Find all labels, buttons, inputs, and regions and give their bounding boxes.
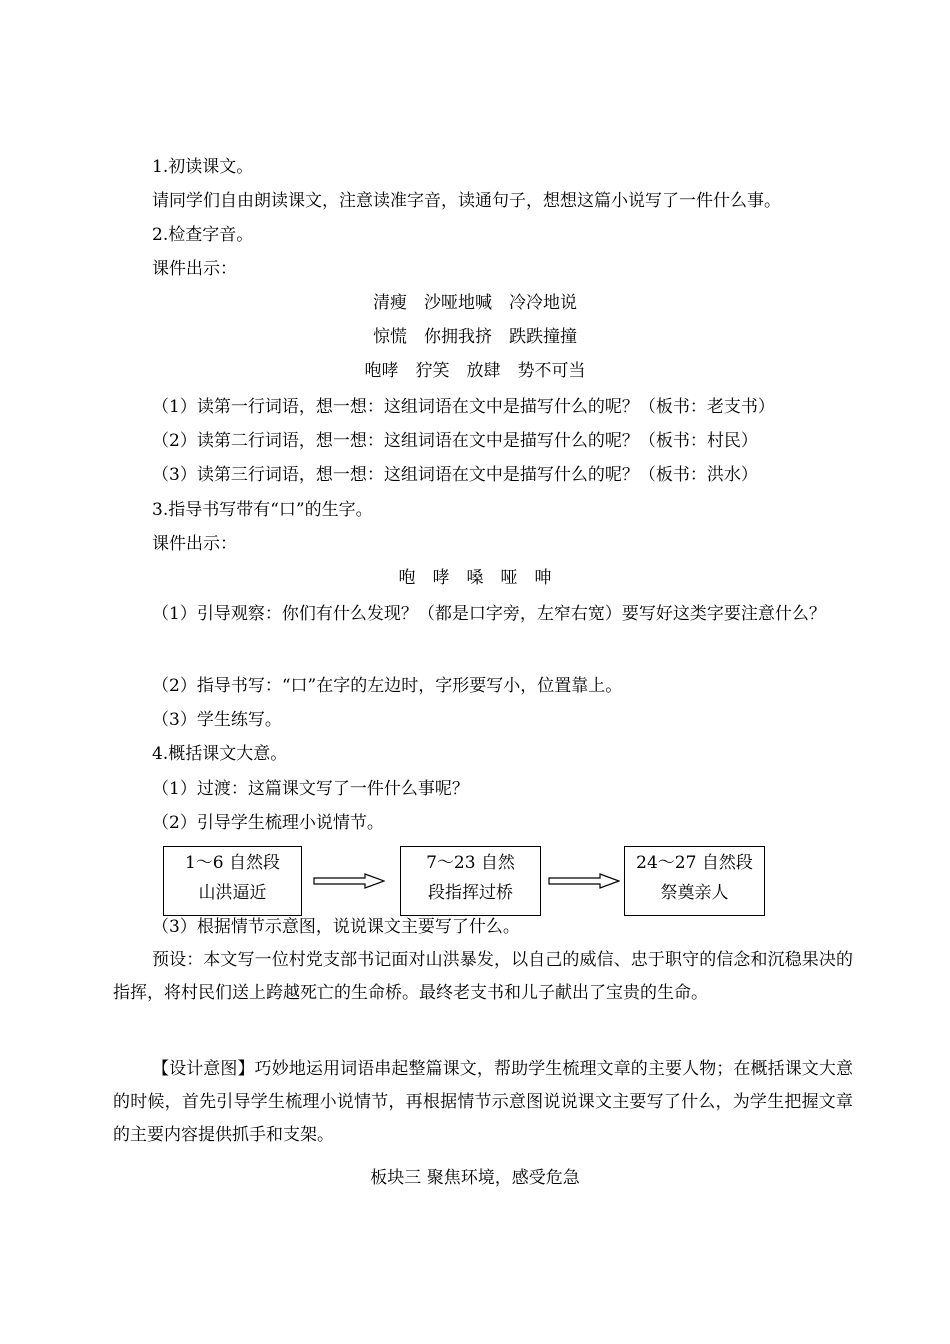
plot-box	[163, 846, 302, 916]
word-question: （2）读第二行词语，想一想：这组词语在文中是描写什么的呢？（板书：村民）	[152, 431, 758, 451]
summary-step-1: （1）过渡：这篇课文写了一件什么事呢？	[152, 779, 469, 799]
step1-instruction: 请同学们自由朗读课文，注意读准字音，读通句子，想想这篇小说写了一件什么事。	[152, 191, 781, 211]
word-row: 惊慌 你拥我挤 跌跌撞撞	[373, 327, 577, 347]
courseware-label: 课件出示：	[152, 534, 237, 554]
characters-row: 咆 哮 嗓 哑 呻	[398, 568, 552, 588]
plot-box-event: 祭奠亲人	[660, 883, 729, 903]
summary-step-3: （3）根据情节示意图，说说课文主要写了什么。	[152, 917, 520, 937]
plot-box-range: 1～6 自然段	[184, 853, 281, 873]
plot-box-event: 山洪逼近	[198, 883, 267, 903]
writing-guidance-3: （3）学生练写。	[152, 710, 282, 730]
step1-heading: 1.初读课文。	[152, 157, 254, 177]
plot-box-event: 段指挥过桥	[428, 883, 513, 903]
arrow-right-icon	[313, 873, 385, 889]
design-intent-paragraph: 【设计意图】巧妙地运用词语串起整篇课文，帮助学生梳理文章的主要人物；在概括课文大意的时候，首先引导学生梳理小说情节，再根据情节示意图说说课文主要写了什么，为学生把握文章的主要内容提供抓手和支架。	[113, 1059, 853, 1145]
plot-box	[400, 846, 541, 916]
courseware-label: 课件出示：	[152, 259, 237, 279]
writing-guidance-1: （1）引导观察：你们有什么发现？（都是口字旁，左窄右宽）要写好这类字要注意什么？	[152, 604, 826, 624]
plot-box-range: 24～27 自然段	[636, 853, 753, 873]
word-question: （3）读第三行词语，想一想：这组词语在文中是描写什么的呢？（板书：洪水）	[152, 465, 758, 485]
plot-box-range: 7～23 自然	[426, 853, 515, 873]
word-row: 清瘦 沙哑地喊 冷冷地说	[373, 293, 577, 313]
arrow-right-icon	[548, 873, 620, 889]
step2-heading: 2.检查字音。	[152, 225, 254, 245]
word-question: （1）读第一行词语，想一想：这组词语在文中是描写什么的呢？（板书：老支书）	[152, 397, 775, 417]
section-title: 板块三 聚焦环境，感受危急	[370, 1168, 580, 1188]
plot-box	[624, 846, 765, 916]
step3-heading: 3.指导书写带有“口”的生字。	[152, 500, 373, 520]
writing-guidance-2: （2）指导书写：“口”在字的左边时，字形要写小，位置靠上。	[152, 676, 623, 696]
word-row: 咆哮 狞笑 放肆 势不可当	[364, 361, 586, 381]
preset-paragraph: 预设：本文写一位村党支部书记面对山洪暴发，以自己的威信、忠于职守的信念和沉稳果决的指挥，将村民们送上跨越死亡的生命桥。最终老支书和儿子献出了宝贵的生命。	[113, 950, 853, 1003]
summary-step-2: （2）引导学生梳理小说情节。	[152, 813, 384, 833]
step4-heading: 4.概括课文大意。	[152, 744, 288, 764]
